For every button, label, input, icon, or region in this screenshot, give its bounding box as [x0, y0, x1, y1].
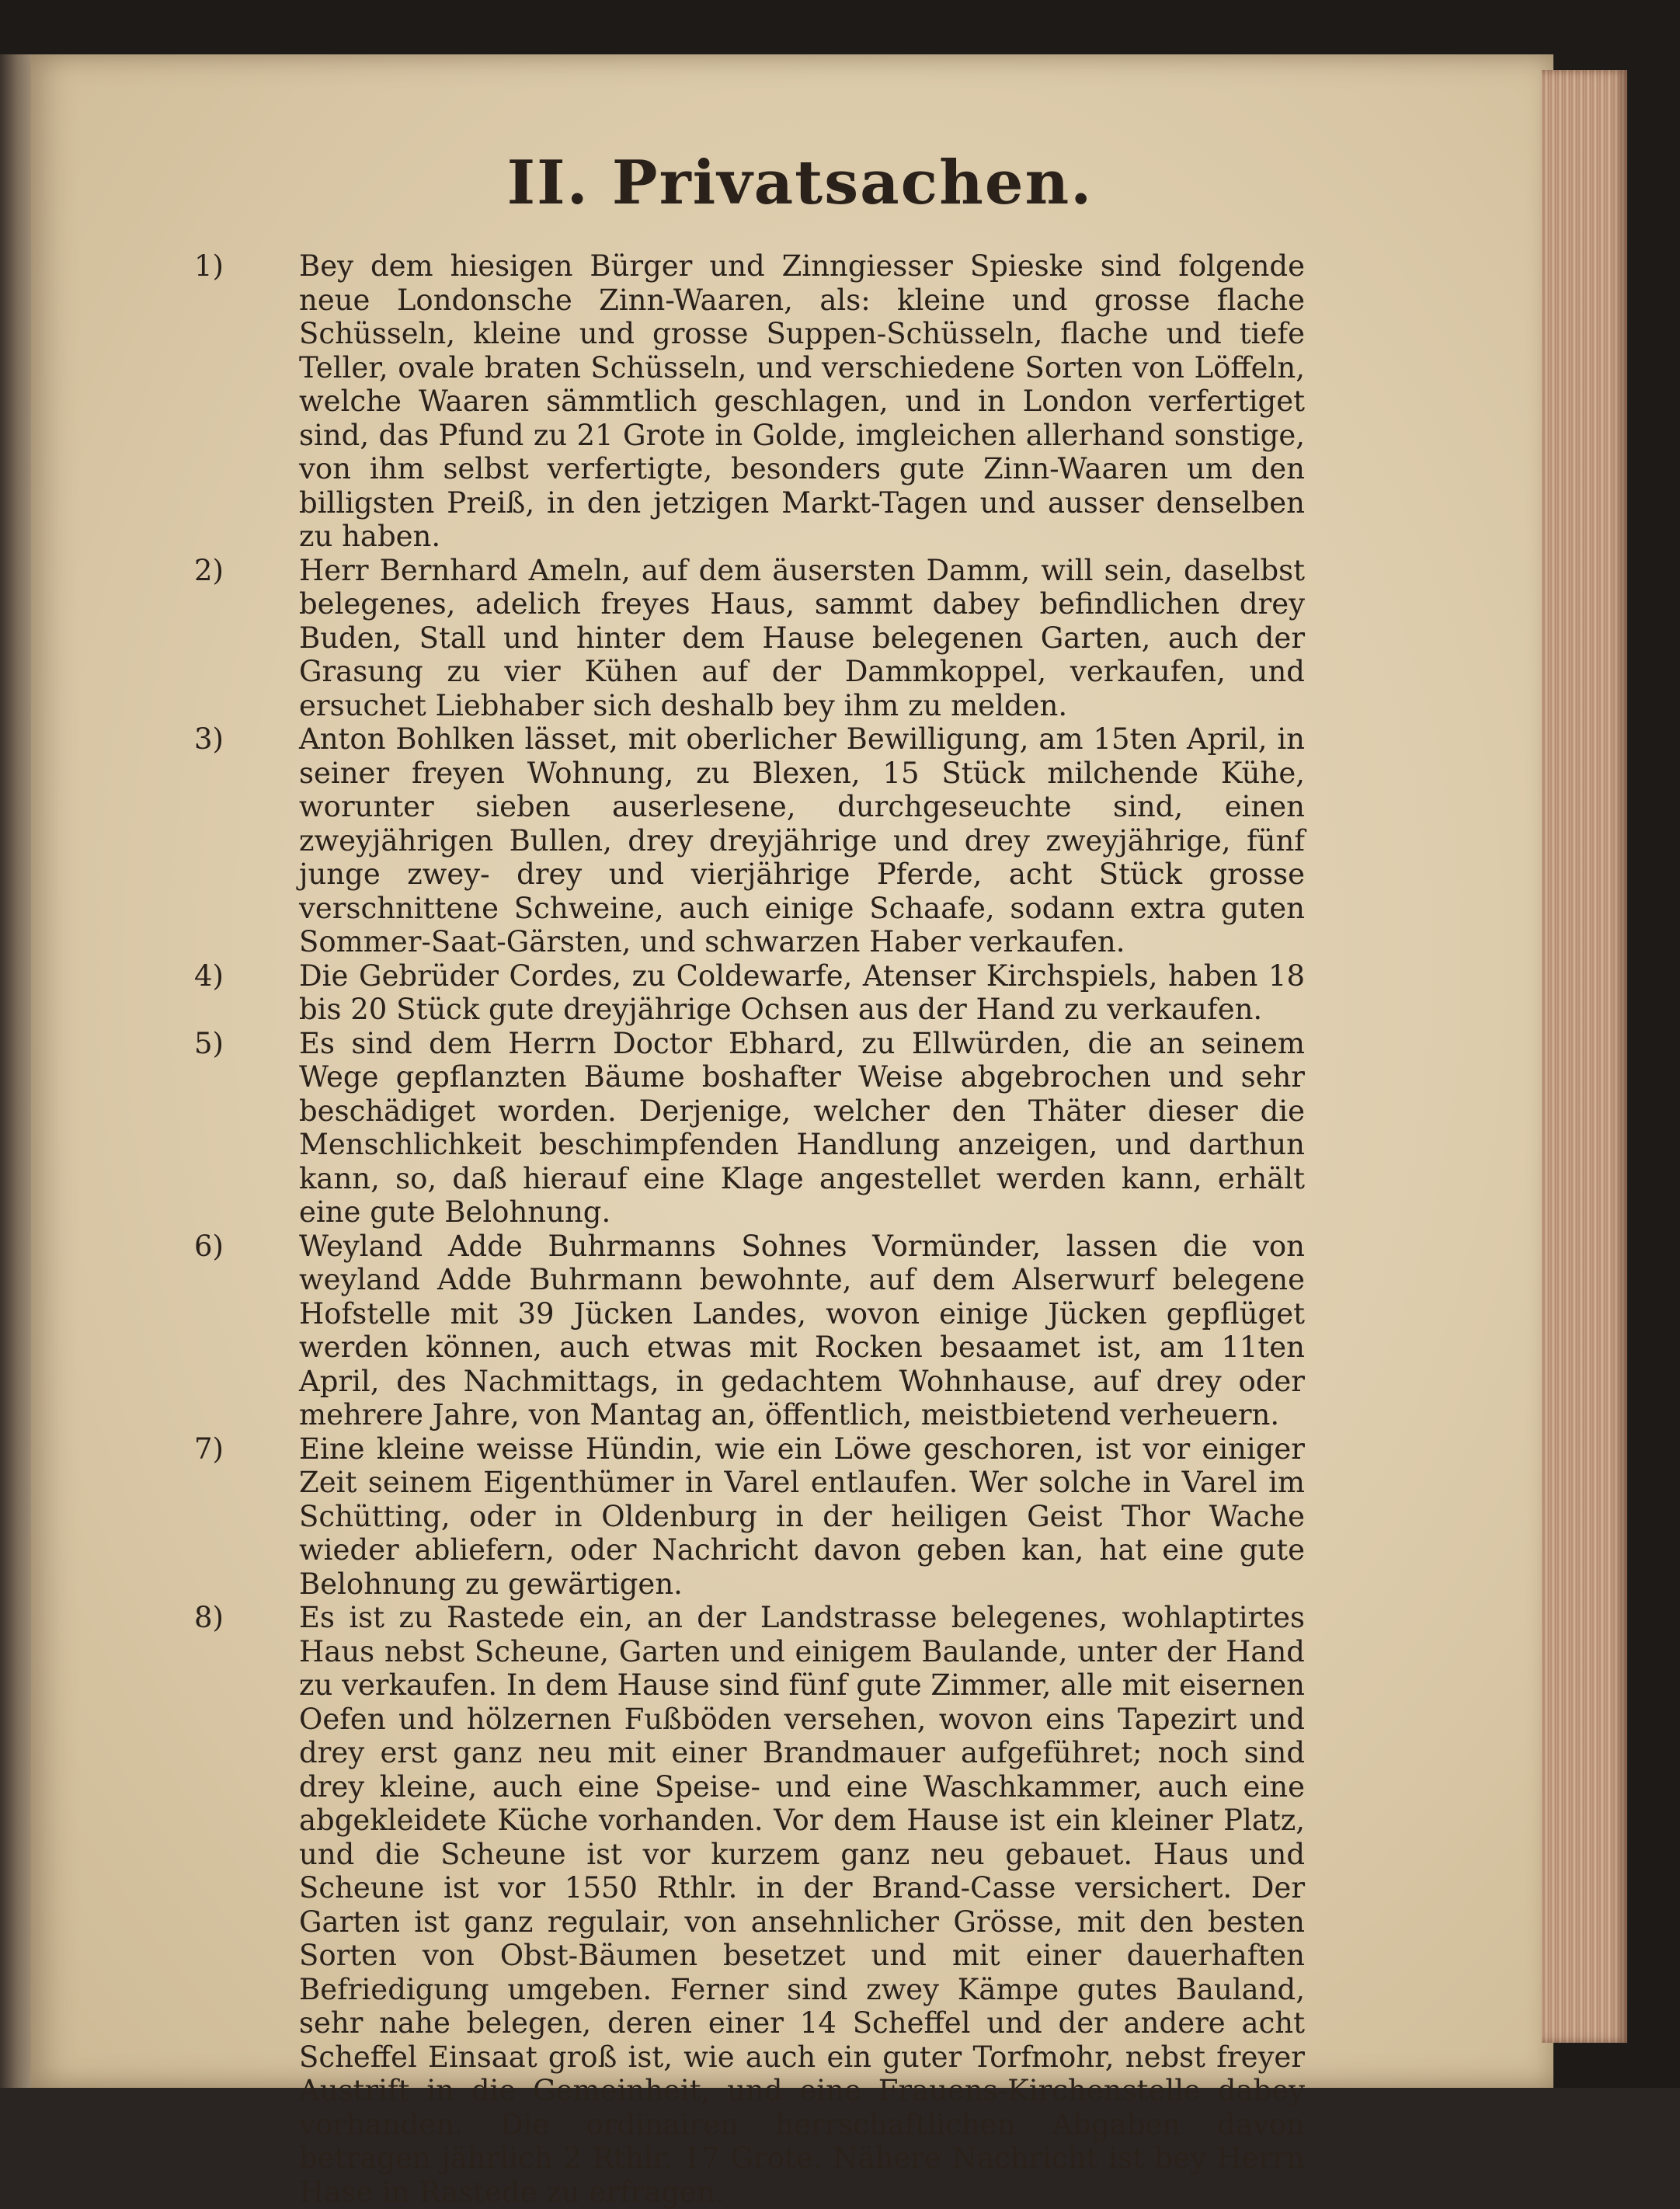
entry-text: Herr Bernhard Ameln, auf dem äusersten Damm, will sein, daselbst belegenes, adelich freyes Haus, sammt dabey befindlichen drey Buden, Stall und hinter dem Hause belegenen Garten, auch der Grasung zu vier Kühen auf der Dammkoppel, verkaufen, und ersuchet Liebhaber sich deshalb bey ihm zu melden. — [299, 553, 1305, 722]
entry-1 — [194, 249, 1305, 554]
entry-7 — [194, 1432, 1305, 1602]
page-text-block — [194, 117, 1305, 2209]
entry-text: Eine kleine weisse Hündin, wie ein Löwe geschoren, ist vor einiger Zeit seinem Eigenthümer in Varel entlaufen. Wer solche in Varel im Schütting, oder in Oldenburg in der heiligen Geist Thor Wache wieder abliefern, oder Nachricht davon geben kan, hat eine gute Belohnung zu gewärtigen. — [299, 1432, 1305, 1601]
entry-6 — [194, 1229, 1305, 1432]
entry-number: 7) — [194, 1432, 224, 1466]
entry-number: 6) — [194, 1229, 224, 1263]
entry-5 — [194, 1026, 1305, 1230]
entry-3 — [194, 722, 1305, 959]
entry-8 — [194, 1601, 1305, 2209]
entry-number: 2) — [194, 553, 224, 587]
entry-text: Es ist zu Rastede ein, an der Landstrasse belegenes, wohlaptirtes Haus nebst Scheune, Garten und einigem Baulande, unter der Hand zu verkaufen. In dem Hause sind fünf gute Zimmer, alle mit eisernen Oefen und hölzernen Fußböden versehen, wovon eins Tapezirt und drey erst ganz neu mit einer Brandmauer aufgeführet; noch sind drey kleine, auch eine Speise- und eine Waschkammer, auch eine abgekleidete Küche vorhanden. Vor dem Hause ist ein kleiner Platz, und die Scheune ist vor kurzem ganz neu gebauet. Haus und Scheune ist vor 1550 Rthlr. in der Brand-Casse versichert. Der Garten ist ganz regulair, von ansehnlicher Grösse, mit den besten Sorten von Obst-Bäumen besetzet und mit einer dauerhaften Befriedigung umgeben. Ferner sind zwey Kämpe gutes Bauland, sehr nahe belegen, deren einer 14 Scheffel und der andere acht Scheffel Einsaat groß ist, wie auch ein guter Torfmohr, nebst freyer Austrift in die Gemeinheit, und eine Frauens-Kirchenstelle dabey vorhanden. Die ordinairen herrschaftlichen Abgaben davon betragen jährlich 2 Rthlr. 17 Grote. Nähere Nachricht ist bey Herrn Hase in Rastede zu erfragen. — [299, 1601, 1305, 2209]
entry-text: Es sind dem Herrn Doctor Ebhard, zu Ellwürden, die an seinem Wege gepflanzten Bäume boshafter Weise abgebrochen und sehr beschädiget worden. Derjenige, welcher den Thäter dieser die Menschlichkeit beschimpfenden Handlung anzeigen, und darthun kann, so, daß hierauf eine Klage angestellet werden kann, erhält eine gute Belohnung. — [299, 1026, 1305, 1229]
entry-number: 8) — [194, 1601, 224, 1634]
page-fore-edge — [1542, 70, 1627, 2043]
entry-number: 3) — [194, 722, 224, 756]
entry-text: Bey dem hiesigen Bürger und Zinngiesser Spieske sind folgende neue Londonsche Zinn-Waaren, als: kleine und grosse flache Schüsseln, kleine und grosse Suppen-Schüsseln, flache und tiefe Teller, ovale braten Schüsseln, und verschiedene Sorten von Löffeln, welche Waaren sämmtlich geschlagen, und in London verfertiget sind, das Pfund zu 21 Grote in Golde, imgleichen allerhand sonstige, von ihm selbst verfertigte, besonders gute Zinn-Waaren um den billigsten Preiß, in den jetzigen Markt-Tagen und ausser denselben zu haben. — [299, 249, 1305, 553]
entry-number: 4) — [194, 958, 224, 993]
entry-number: 1) — [194, 249, 224, 283]
section-heading: II. Privatsachen. — [506, 148, 1094, 218]
entry-text: Anton Bohlken lässet, mit oberlicher Bewilligung, am 15ten April, in seiner freyen Wohnung, zu Blexen, 15 Stück milchende Kühe, worunter sieben auserlesene, durchgeseuchte sind, einen zweyjährigen Bullen, drey dreyjährige und drey zweyjährige, fünf junge zwey- drey und vierjährige Pferde, acht Stück grosse verschnittene Schweine, auch einige Schaafe, sodann extra guten Sommer-Saat-Gärsten, und schwarzen Haber verkaufen. — [299, 722, 1305, 958]
entry-text: Die Gebrüder Cordes, zu Coldewarfe, Atenser Kirchspiels, haben 18 bis 20 Stück gute dreyjährige Ochsen aus der Hand zu verkaufen. — [299, 958, 1305, 1026]
entry-number: 5) — [194, 1026, 224, 1060]
entry-2 — [194, 553, 1305, 723]
entry-text: Weyland Adde Buhrmanns Sohnes Vormünder, lassen die von weyland Adde Buhrmann bewohnte, auf dem Alserwurf belegene Hofstelle mit 39 Jücken Landes, wovon einige Jücken gepflüget werden können, auch etwas mit Rocken besaamet ist, am 11ten April, des Nachmittags, in gedachtem Wohnhause, auf drey oder mehrere Jahre, von Mantag an, öffentlich, meistbietend verheuern. — [299, 1229, 1305, 1432]
entry-4 — [194, 958, 1305, 1027]
